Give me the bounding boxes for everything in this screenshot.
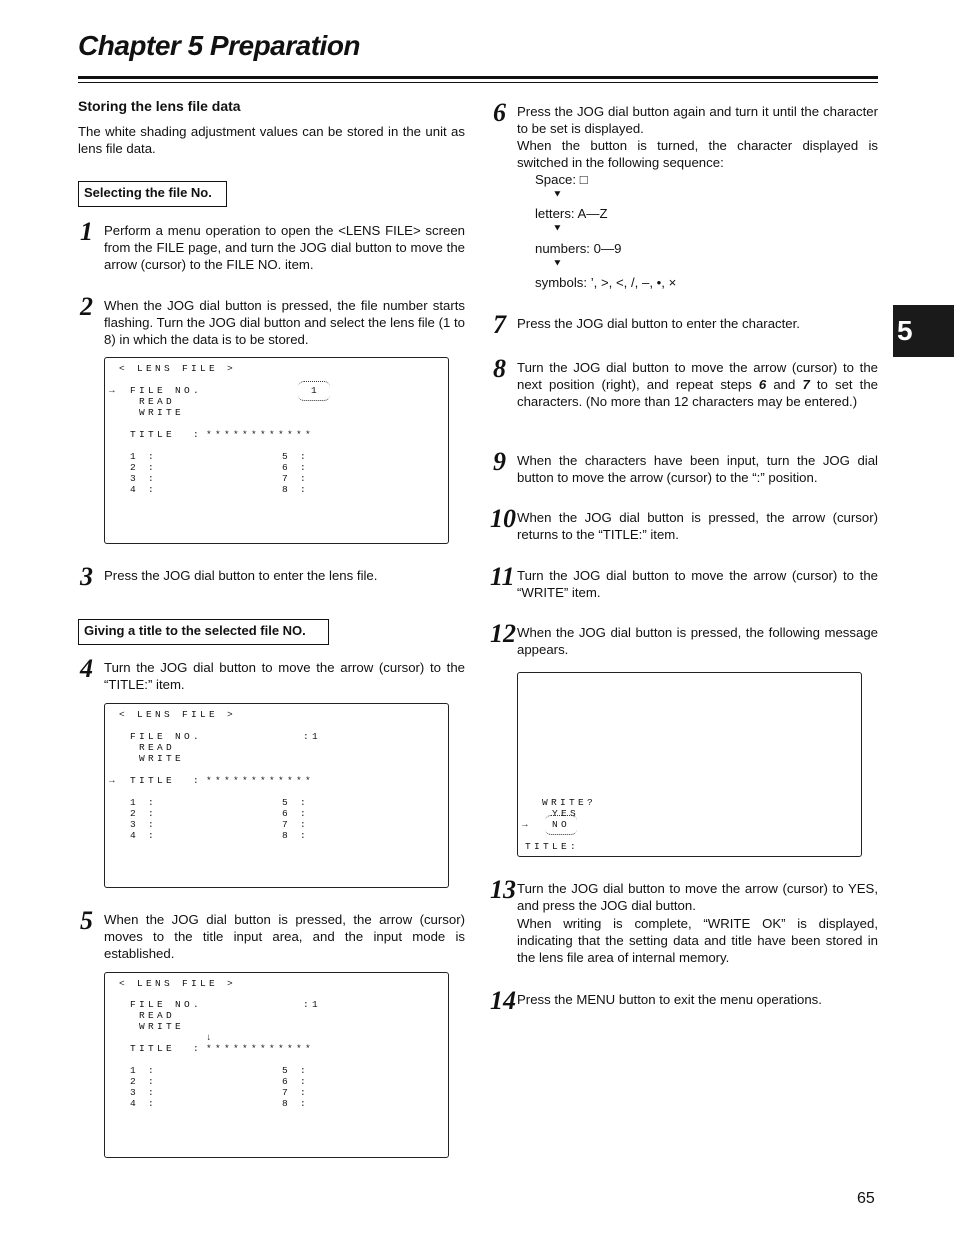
screen-read: READ [139,1010,176,1021]
step-number-4: 4 [80,654,93,683]
step-text-1: Perform a menu operation to open the <LENS FILE> screen from the FILE page, and turn the JOG dial button to move the arrow (cursor) to the FILE NO. item. [104,223,465,272]
slot-5: 5 : [282,1065,310,1076]
step-text-9: When the characters have been input, turn the JOG dial button to move the arrow (cursor) to the “:” position. [517,453,878,485]
write-confirm-screen [517,672,862,857]
slot-8: 8 : [282,1098,310,1109]
down-cursor-arrow: ↓ [206,1032,216,1043]
file-no-value: :1 [303,731,322,742]
step-text-13a: Turn the JOG dial button to move the arrow (cursor) to YES, and press the JOG dial button. [517,881,878,913]
step-number-11: 11 [490,562,515,591]
slot-4: 4 : [130,1098,158,1109]
step-number-9: 9 [493,447,506,476]
sequence-down-arrow-icon: ⯆ [553,258,562,270]
slot-6: 6 : [282,1076,310,1087]
step-number-3: 3 [80,562,93,591]
step-text-5: When the JOG dial button is pressed, the arrow (cursor) moves to the title input area, and the input mode is established. [104,912,465,961]
slot-7: 7 : [282,819,310,830]
step-text-6b: When the button is turned, the character displayed is switched in the following sequence: [517,138,878,170]
slot-1: 1 : [130,1065,158,1076]
cursor-arrow: → [109,775,119,786]
screen-file-no: FILE NO. [130,731,203,742]
step-number-8: 8 [493,354,506,383]
page-number: 65 [857,1190,875,1207]
slot-3: 3 : [130,819,158,830]
slot-3: 3 : [130,473,158,484]
slot-6: 6 : [282,462,310,473]
lens-file-screen-1 [104,357,449,544]
step-text-7: Press the JOG dial button to enter the character. [517,316,800,331]
subsection-box-give-title: Giving a title to the selected file NO. [78,619,329,645]
screen-title-stars: ************ [206,775,315,786]
slot-4: 4 : [130,484,158,495]
screen-title: < LENS FILE > [119,978,237,989]
slot-5: 5 : [282,797,310,808]
section-heading: Storing the lens file data [78,98,241,114]
step-number-13: 13 [490,875,516,904]
step-number-10: 10 [490,504,516,533]
step-text-3: Press the JOG dial button to enter the lens file. [104,568,378,583]
intro-text: The white shading adjustment values can be stored in the unit as lens file data. [78,124,465,156]
slot-8: 8 : [282,484,310,495]
write-question: WRITE? [542,797,597,808]
step8-ref-6: 6 [758,377,767,392]
option-yes: YES [552,808,580,819]
step-text-13b: When writing is complete, “WRITE OK” is displayed, indicating that the setting data and title have been stored in the lens file area of internal memory. [517,916,878,965]
step-number-7: 7 [493,310,506,339]
screen-file-no: FILE NO. [130,999,203,1010]
chapter-tab: 5 [893,305,954,357]
step8-ref-7: 7 [802,377,810,392]
screen-title-stars: ************ [206,429,315,440]
slot-4: 4 : [130,830,158,841]
step-text-4: Turn the JOG dial button to move the arrow (cursor) to the “TITLE:” item. [104,660,465,692]
step8-text-pre: Turn the JOG dial button to move the arrow (cursor) to the next position (right), and repeat steps [517,360,878,392]
step-text-12: When the JOG dial button is pressed, the following message appears. [517,625,878,657]
step-text-11: Turn the JOG dial button to move the arrow (cursor) to the “WRITE” item. [517,568,878,600]
slot-6: 6 : [282,808,310,819]
header-rule [78,76,878,79]
cursor-arrow: → [522,819,532,830]
slot-2: 2 : [130,462,158,473]
lens-file-screen-3 [104,972,449,1158]
slot-8: 8 : [282,830,310,841]
screen-file-no: FILE NO. [130,385,203,396]
chapter-title: Chapter 5 Preparation [78,30,361,61]
step-text-14: Press the MENU button to exit the menu operations. [517,992,822,1007]
step-number-1: 1 [80,217,93,246]
header-rule-thin [78,82,878,83]
sequence-space: Space: □ [535,172,588,187]
step-text-8 [517,359,878,410]
sequence-down-arrow-icon: ⯆ [553,189,562,201]
step-number-6: 6 [493,98,506,127]
step8-text-post: to set the characters. (No more than 12 characters may be entered.) [517,377,878,409]
sequence-numbers: numbers: 0—9 [535,241,622,256]
file-no-value-flashing: 1 [311,385,321,396]
step-text-2: When the JOG dial button is pressed, the file number starts flashing. Turn the JOG dial button and select the lens file (1 to 8) in which the data is to be stored. [104,298,465,347]
write-title-row: TITLE: [525,841,580,852]
cursor-arrow: → [109,385,119,396]
slot-7: 7 : [282,1087,310,1098]
file-no-value: :1 [303,999,322,1010]
screen-write: WRITE [139,753,185,764]
step-number-12: 12 [490,619,516,648]
step-text-10: When the JOG dial button is pressed, the arrow (cursor) returns to the “TITLE:” item. [517,510,878,542]
subsection-box-select-file: Selecting the file No. [78,181,227,207]
screen-title-row: TITLE : [130,775,203,786]
step-number-5: 5 [80,906,93,935]
screen-title-row: TITLE : [130,1043,203,1054]
step-text-6a: Press the JOG dial button again and turn it until the character to be set is displayed. [517,104,878,136]
slot-2: 2 : [130,1076,158,1087]
slot-1: 1 : [130,451,158,462]
slot-5: 5 : [282,451,310,462]
slot-2: 2 : [130,808,158,819]
slot-7: 7 : [282,473,310,484]
screen-read: READ [139,742,176,753]
sequence-letters: letters: A—Z [535,206,608,221]
sequence-symbols: symbols: ’, >, <, /, –, •, × [535,275,677,290]
option-no-flashing: NO [552,819,571,830]
screen-title: < LENS FILE > [119,363,237,374]
step-number-14: 14 [490,986,516,1015]
step8-text-mid: and [766,377,803,392]
screen-write: WRITE [139,1021,185,1032]
screen-write: WRITE [139,407,185,418]
slot-3: 3 : [130,1087,158,1098]
sequence-down-arrow-icon: ⯆ [553,223,562,235]
screen-title-row: TITLE : [130,429,203,440]
screen-read: READ [139,396,176,407]
slot-1: 1 : [130,797,158,808]
screen-title: < LENS FILE > [119,709,237,720]
lens-file-screen-2 [104,703,449,888]
screen-title-stars: ************ [206,1043,315,1054]
step-number-2: 2 [80,292,93,321]
